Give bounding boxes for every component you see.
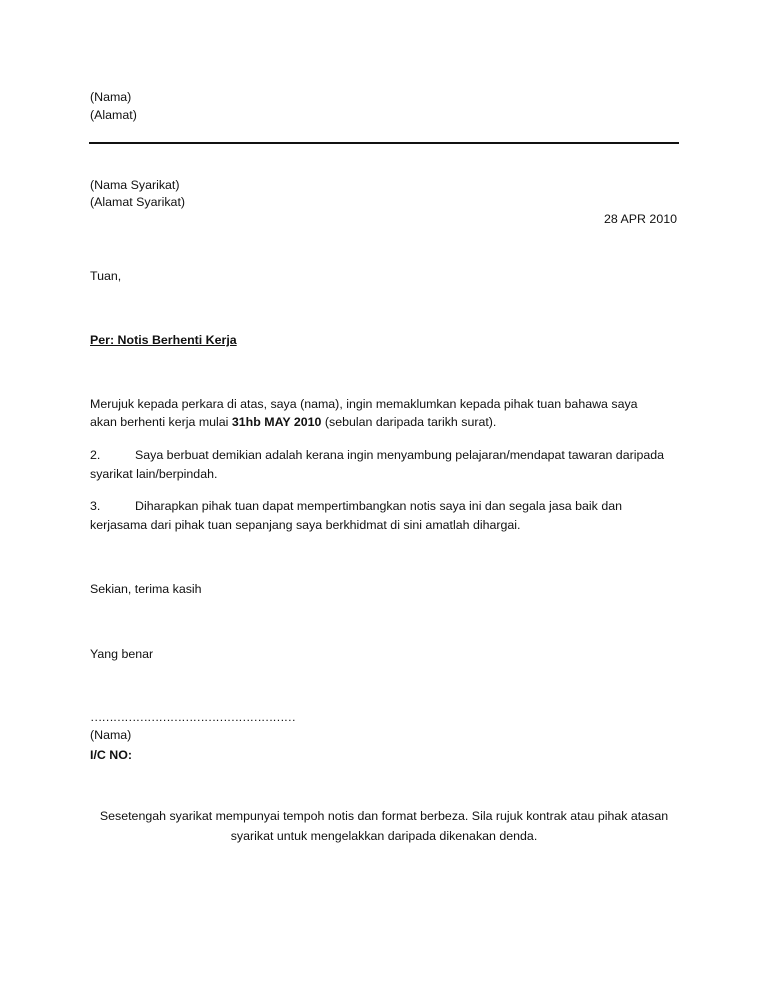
footnote (84, 806, 684, 846)
recipient-company-address: (Alamat Syarikat) (90, 195, 186, 209)
subject-line: Per: Notis Berhenti Kerja (90, 333, 237, 347)
paragraph-1-text-before: akan berhenti kerja mulai (90, 415, 232, 429)
header-divider (89, 142, 679, 144)
signature-line: ……………………………………………… (90, 710, 296, 724)
signer-name: (Nama) (90, 728, 132, 742)
footnote-line-2: syarikat untuk mengelakkan daripada dikenakan denda. (230, 829, 538, 843)
recipient-company-name: (Nama Syarikat) (90, 178, 180, 192)
sign-off: Yang benar (90, 647, 154, 661)
signer-ic-label: I/C NO: (90, 748, 132, 762)
paragraph-1-line-1: Merujuk kepada perkara di atas, saya (nama), ingin memaklumkan kepada pihak tuan bahawa saya (90, 397, 638, 411)
paragraph-1-text-after: (sebulan daripada tarikh surat). (321, 415, 497, 429)
sender-address: (Alamat) (90, 108, 137, 122)
letter-date: 28 APR 2010 (603, 212, 677, 226)
paragraph-2-line-2: syarikat lain/berpindah. (90, 467, 218, 481)
paragraph-2-text: Saya berbuat demikian adalah kerana ingin menyambung pelajaran/mendapat tawaran daripada (135, 448, 665, 462)
footnote-line-1: Sesetengah syarikat mempunyai tempoh notis dan format berbeza. Sila rujuk kontrak atau pihak atasan (99, 809, 669, 823)
resignation-date: 31hb MAY 2010 (231, 415, 322, 429)
salutation: Tuan, (90, 269, 122, 283)
sender-name: (Nama) (90, 90, 132, 104)
paragraph-1-line-2 (90, 415, 496, 429)
paragraph-3-line-2: kerjasama dari pihak tuan sepanjang saya berkhidmat di sini amatlah dihargai. (90, 518, 521, 532)
closing: Sekian, terima kasih (90, 582, 202, 596)
paragraph-2-number: 2. (90, 448, 101, 462)
paragraph-3-line-1 (90, 499, 622, 513)
paragraph-3-text: Diharapkan pihak tuan dapat mempertimbangkan notis saya ini dan segala jasa baik dan (135, 499, 622, 513)
paragraph-2-line-1 (90, 448, 664, 462)
paragraph-3-number: 3. (90, 499, 101, 513)
